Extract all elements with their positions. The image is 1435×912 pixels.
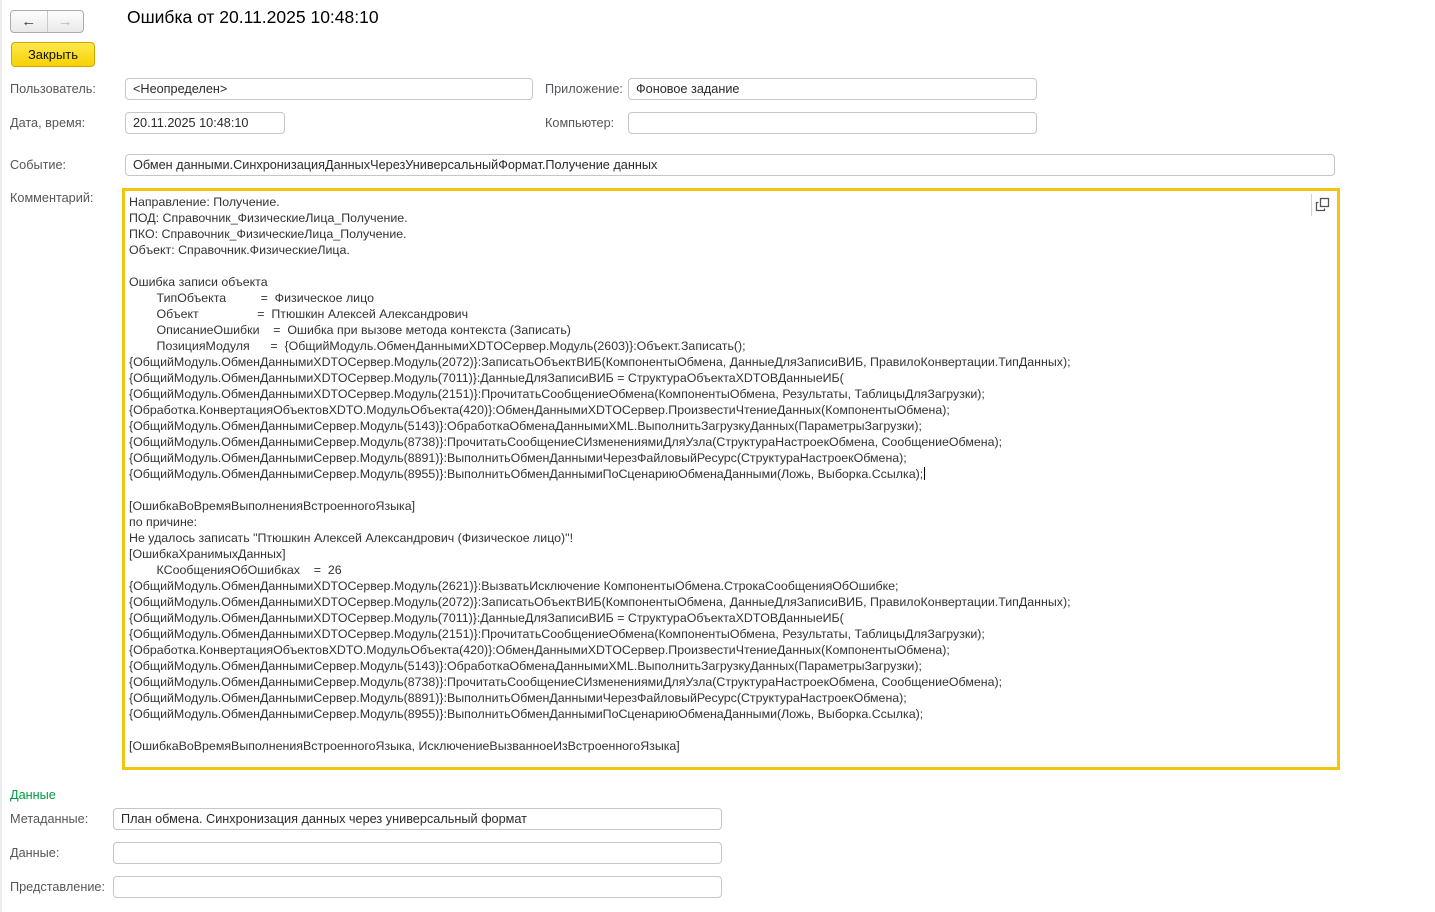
forward-arrow-icon: → xyxy=(57,12,73,30)
open-in-window-button[interactable] xyxy=(1315,197,1330,212)
user-label: Пользователь: xyxy=(10,82,96,96)
comment-line: ПКО: Справочник_ФизическиеЛица_Получение. xyxy=(129,227,407,241)
nav-buttons xyxy=(10,10,84,33)
comment-line: ТипОбъекта = Физическое лицо xyxy=(129,291,374,305)
computer-field[interactable] xyxy=(628,112,1037,134)
datetime-label: Дата, время: xyxy=(10,116,86,130)
comment-line: {ОбщийМодуль.ОбменДаннымиXDTOСервер.Модуль(2621)}:ВызватьИсключение КомпонентыОбмена.СтрокаСообщенияОбОшибке; xyxy=(129,579,899,593)
comment-line: {ОбщийМодуль.ОбменДаннымиXDTOСервер.Модуль(2072)}:ЗаписатьОбъектВИБ(КомпонентыОбмена, ДанныеДляЗаписиВИБ, ПравилоКонвертации.ТипДанных); xyxy=(129,355,1071,369)
back-button[interactable] xyxy=(11,11,48,32)
application-label: Приложение: xyxy=(545,82,623,96)
comment-line: {ОбщийМодуль.ОбменДаннымиСервер.Модуль(8891)}:ВыполнитьОбменДаннымиЧерезФайловыйРесурс(СтруктураНастроекОбмена); xyxy=(129,451,907,465)
comment-line: {ОбщийМодуль.ОбменДаннымиСервер.Модуль(8955)}:ВыполнитьОбменДаннымиПоСценариюОбменаДанными(Ложь, Выборка.Ссылка); xyxy=(129,467,924,481)
page-title: Ошибка от 20.11.2025 10:48:10 xyxy=(127,7,379,27)
comment-line: по причине: xyxy=(129,515,198,529)
comment-line: Объект: Справочник.ФизическиеЛица. xyxy=(129,243,350,257)
comment-line: Направление: Получение. xyxy=(129,195,280,209)
comment-line: Не удалось записать "Птюшкин Алексей Александрович (Физическое лицо)"! xyxy=(129,531,574,545)
data-section-title: Данные xyxy=(10,788,56,802)
text-caret xyxy=(924,467,925,480)
comment-line: {ОбщийМодуль.ОбменДаннымиСервер.Модуль(8738)}:ПрочитатьСообщениеСИзменениямиДляУзла(СтруктураНастроекОбмена, СообщениеОбмена); xyxy=(129,435,1003,449)
comment-line: {ОбщийМодуль.ОбменДаннымиСервер.Модуль(8891)}:ВыполнитьОбменДаннымиЧерезФайловыйРесурс(СтруктураНастроекОбмена); xyxy=(129,691,907,705)
comment-line: Объект = Птюшкин Алексей Александрович xyxy=(129,307,469,321)
datetime-field[interactable] xyxy=(125,112,285,134)
comment-line: {Обработка.КонвертацияОбъектовXDTO.МодульОбъекта(420)}:ОбменДаннымиXDTOСервер.ПроизвестиЧтениеДанных(КомпонентыОбмена); xyxy=(129,403,950,417)
comment-line: {ОбщийМодуль.ОбменДаннымиСервер.Модуль(5143)}:ОбработкаОбменаДаннымиXML.ВыполнитьЗагрузкуДанных(ПараметрыЗагрузки); xyxy=(129,419,922,433)
comment-field[interactable] xyxy=(122,188,1340,770)
presentation-label: Представление: xyxy=(10,880,106,894)
comment-line: {ОбщийМодуль.ОбменДаннымиСервер.Модуль(5143)}:ОбработкаОбменаДаннымиXML.ВыполнитьЗагрузкуДанных(ПараметрыЗагрузки); xyxy=(129,659,922,673)
comment-line: {ОбщийМодуль.ОбменДаннымиСервер.Модуль(8955)}:ВыполнитьОбменДаннымиПоСценариюОбменаДанными(Ложь, Выборка.Ссылка); xyxy=(129,707,924,721)
comment-line: {ОбщийМодуль.ОбменДаннымиXDTOСервер.Модуль(2151)}:ПрочитатьСообщениеОбмена(КомпонентыОбмена, Результаты, ТаблицыДляЗагрузки); xyxy=(129,627,985,641)
comment-line: [ОшибкаХранимыхДанных] xyxy=(129,547,286,561)
comment-line: ПозицияМодуля = {ОбщийМодуль.ОбменДаннымиXDTOСервер.Модуль(2603)}:Объект.Записать(); xyxy=(129,339,746,353)
presentation-field[interactable] xyxy=(113,876,722,898)
comment-line xyxy=(129,722,1307,738)
comment-line: Ошибка записи объекта xyxy=(129,275,268,289)
data-field[interactable] xyxy=(113,842,722,864)
comment-line: {ОбщийМодуль.ОбменДаннымиXDTOСервер.Модуль(2151)}:ПрочитатьСообщениеОбмена(КомпонентыОбмена, Результаты, ТаблицыДляЗагрузки); xyxy=(129,387,985,401)
comment-line: {ОбщийМодуль.ОбменДаннымиСервер.Модуль(8738)}:ПрочитатьСообщениеСИзменениямиДляУзла(СтруктураНастроекОбмена, СообщениеОбмена); xyxy=(129,675,1003,689)
comment-line: ПОД: Справочник_ФизическиеЛица_Получение. xyxy=(129,211,408,225)
window-left-edge xyxy=(0,0,2,912)
comment-toolbar-divider xyxy=(1311,194,1312,216)
user-field[interactable] xyxy=(125,78,533,100)
comment-line: [ОшибкаВоВремяВыполненияВстроенногоЯзыка] xyxy=(129,499,416,513)
comment-line xyxy=(129,482,1307,498)
comment-line: {ОбщийМодуль.ОбменДаннымиXDTOСервер.Модуль(7011)}:ДанныеДляЗаписиВИБ = СтруктураОбъектаXDTOВДанныеИБ( xyxy=(129,371,844,385)
event-label: Событие: xyxy=(10,158,67,172)
data-label: Данные: xyxy=(10,846,60,860)
application-field[interactable] xyxy=(628,78,1037,100)
computer-label: Компьютер: xyxy=(545,116,615,130)
comment-label: Комментарий: xyxy=(10,191,94,205)
back-arrow-icon: ← xyxy=(21,12,37,30)
metadata-label: Метаданные: xyxy=(10,812,89,826)
open-in-window-icon xyxy=(1315,197,1330,212)
event-field[interactable] xyxy=(125,154,1335,176)
metadata-field[interactable] xyxy=(113,808,722,830)
comment-line: {ОбщийМодуль.ОбменДаннымиXDTOСервер.Модуль(2072)}:ЗаписатьОбъектВИБ(КомпонентыОбмена, ДанныеДляЗаписиВИБ, ПравилоКонвертации.ТипДанных); xyxy=(129,595,1071,609)
comment-line: {ОбщийМодуль.ОбменДаннымиXDTOСервер.Модуль(7011)}:ДанныеДляЗаписиВИБ = СтруктураОбъектаXDTOВДанныеИБ( xyxy=(129,611,844,625)
comment-line: КСообщенияОбОшибках = 26 xyxy=(129,563,342,577)
forward-button[interactable] xyxy=(48,11,84,32)
comment-text xyxy=(129,194,1307,765)
comment-line: {Обработка.КонвертацияОбъектовXDTO.МодульОбъекта(420)}:ОбменДаннымиXDTOСервер.ПроизвестиЧтениеДанных(КомпонентыОбмена); xyxy=(129,643,950,657)
comment-line xyxy=(129,258,1307,274)
comment-line: ОписаниеОшибки = Ошибка при вызове метода контекста (Записать) xyxy=(129,323,571,337)
close-button[interactable]: Закрыть xyxy=(11,42,95,67)
comment-line: [ОшибкаВоВремяВыполненияВстроенногоЯзыка, ИсключениеВызванноеИзВстроенногоЯзыка] xyxy=(129,739,680,753)
